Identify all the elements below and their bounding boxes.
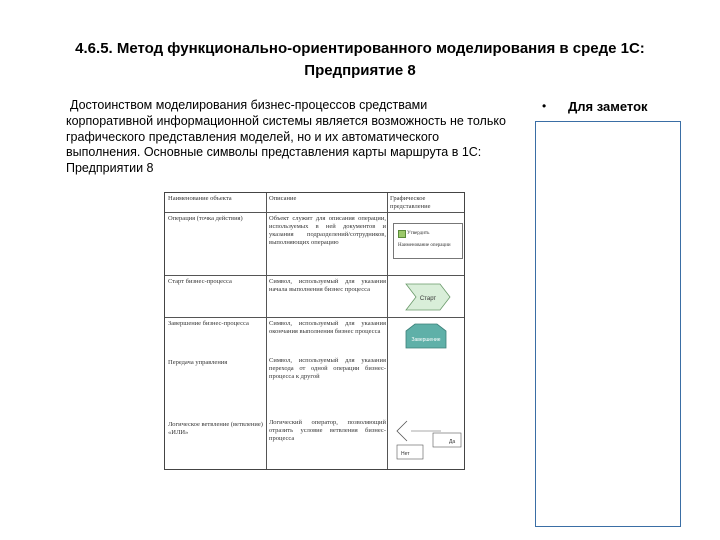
row-name: Старт бизнес-процесса <box>168 278 232 285</box>
branch-shape <box>393 417 463 463</box>
symbols-table-image <box>164 192 465 470</box>
row-name: Логическое ветвление (ветвление) «ИЛИ» <box>168 421 263 436</box>
start-shape <box>404 282 452 312</box>
table-row <box>165 275 464 318</box>
start-shape-label: Старт <box>419 296 437 302</box>
operation-shape-caption: Наименование операции <box>398 243 451 248</box>
notes-label: Для заметок <box>568 99 648 114</box>
body-line: графического представления моделей, но и их автоматического <box>66 129 440 144</box>
table-header-row <box>165 193 464 212</box>
operation-icon <box>398 230 406 238</box>
end-shape <box>404 322 448 350</box>
row-name: Передача управления <box>168 359 228 366</box>
body-line: корпоративной информационной системы является возможность не только <box>66 113 506 128</box>
body-line: выполнения. Основные символы представления карты маршрута в 1С: <box>66 145 482 160</box>
table-row <box>165 353 464 407</box>
row-desc: Символ, используемый для указания перехода от одной операции бизнес-процесса к другой <box>269 357 386 380</box>
row-desc: Объект служит для описания операции, используемых в ней документов и указания подразделений/сотрудников, выполняющих операцию <box>269 215 386 246</box>
operation-shape <box>393 223 463 259</box>
row-desc: Символ, используемый для указания начала выполнения бизнес процесса <box>269 278 386 293</box>
table-row <box>165 407 464 469</box>
body-line: Предприятии 8 <box>66 161 154 176</box>
body-line: Достоинством моделирования бизнес-процессов средствами <box>70 98 428 112</box>
title-line-1: 4.6.5. Метод функционально-ориентированного моделирования в среде 1С: <box>75 40 645 57</box>
table-row <box>165 317 464 354</box>
row-name: Завершение бизнес-процесса <box>168 320 249 327</box>
slide-title <box>40 38 680 82</box>
row-desc: Символ, используемый для указания окончания выполнения бизнес процесса <box>269 320 386 335</box>
branch-no-label: Нет <box>401 451 410 457</box>
end-shape-label: Завершение <box>411 337 441 343</box>
row-desc: Логический оператор, позволяющий отразить условие ветвления бизнес-процесса <box>269 419 386 442</box>
notes-box[interactable] <box>535 121 681 527</box>
row-name: Операция (точка действия) <box>168 215 243 222</box>
branch-yes-label: Да <box>449 439 456 445</box>
header-desc: Описание <box>269 195 297 202</box>
title-line-2: Предприятие 8 <box>304 62 416 79</box>
operation-shape-label: Утвердить <box>407 231 430 236</box>
table-row <box>165 212 464 276</box>
body-paragraph <box>66 98 526 177</box>
header-shape: Графическое представление <box>390 195 431 210</box>
notes-bullet: • <box>542 99 547 113</box>
header-name: Наименование объекта <box>168 195 232 202</box>
